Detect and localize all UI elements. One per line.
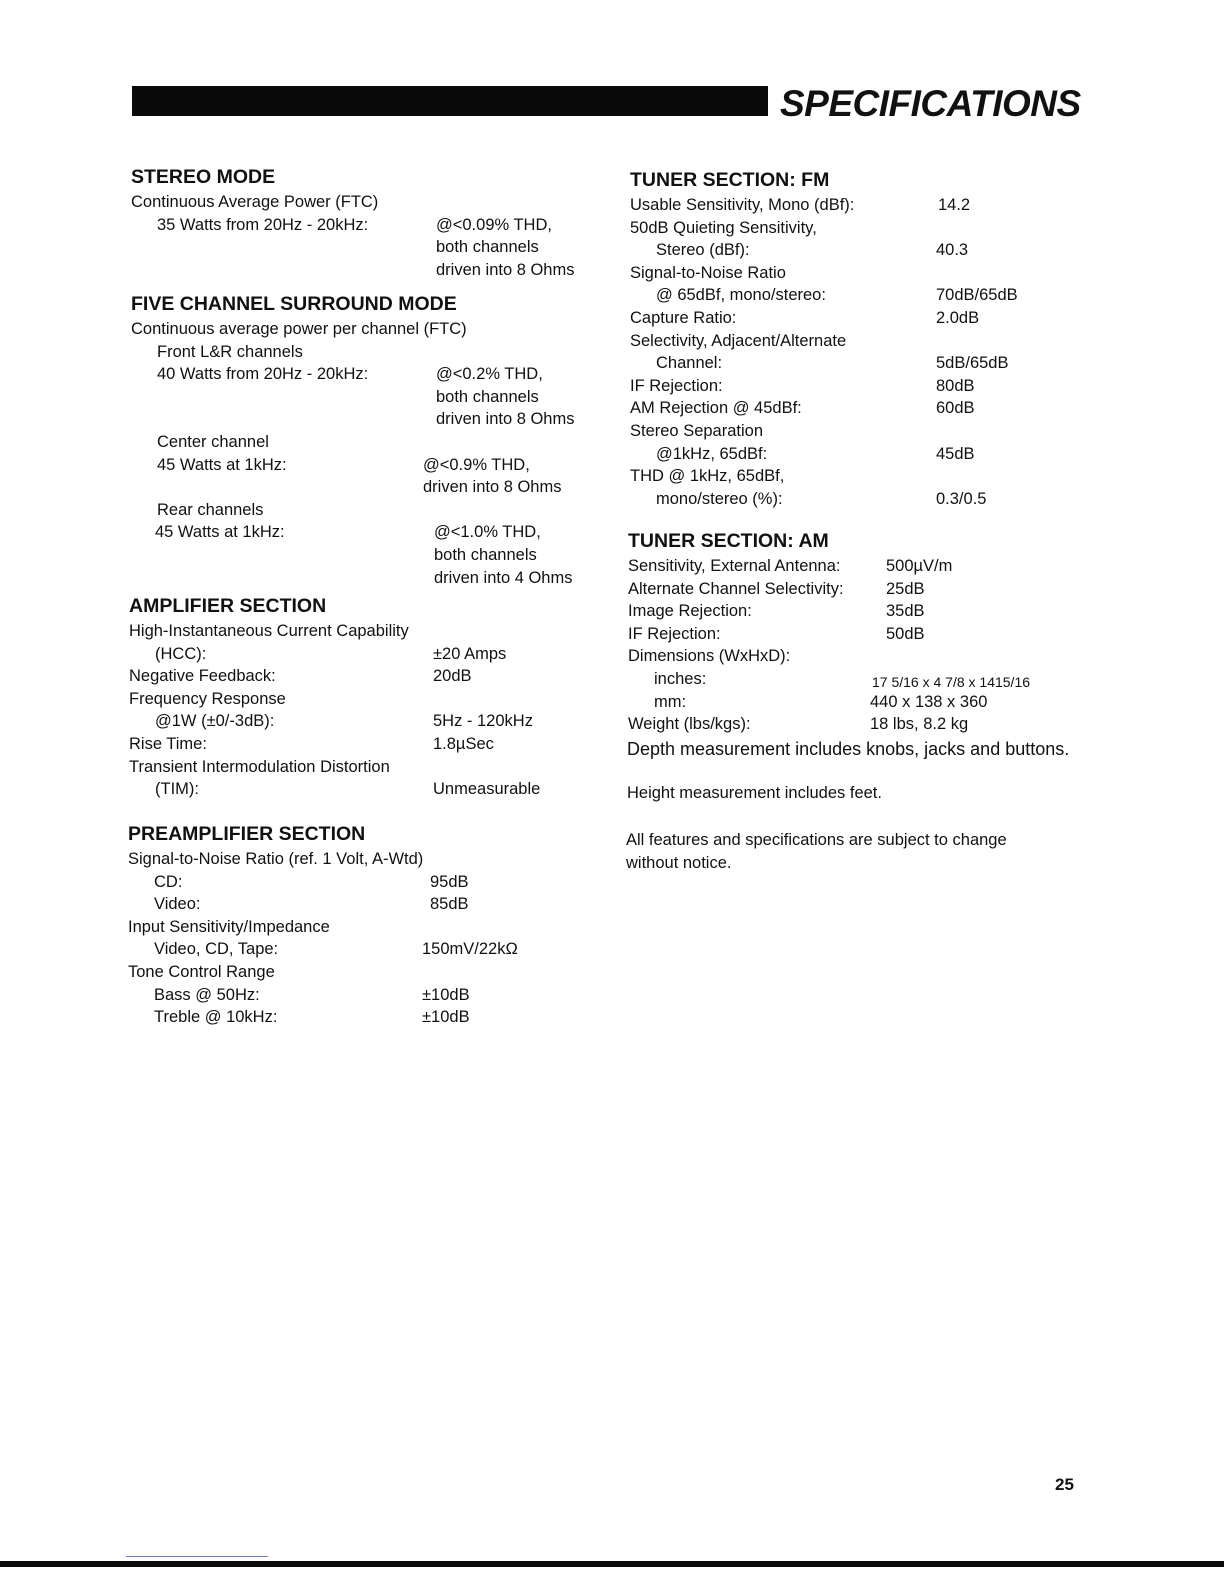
spec-row [131,214,601,237]
spec-value: driven into 8 Ohms [436,410,575,429]
spec-row [129,778,599,801]
change-note [626,829,1106,874]
spec-label: Rear channels [157,500,264,519]
spec-label: mono/stereo (%): [656,489,783,508]
spec-value: 2.0dB [936,308,980,327]
note-text: Height measurement includes feet. [627,784,882,802]
section-heading: TUNER SECTION: FM [630,169,830,191]
spec-label: mm: [654,692,687,711]
spec-value: 35dB [886,602,925,621]
spec-value: 25dB [886,579,925,598]
spec-row [129,733,599,756]
spec-value: driven into 4 Ohms [434,568,573,587]
spec-value: driven into 8 Ohms [423,478,562,497]
spec-row [628,691,1108,714]
page-title: SPECIFICATIONS [780,83,1081,124]
spec-row [131,521,601,544]
spec-label: Alternate Channel Selectivity: [628,579,844,598]
spec-label: AM Rejection @ 45dBf: [630,399,802,418]
spec-row [128,938,598,961]
amplifier-section [129,594,599,801]
spec-row [131,363,601,386]
spec-value: 500µV/m [886,557,953,575]
spec-label: Capture Ratio: [630,308,737,327]
spec-value: ±20 Amps [433,644,507,663]
header-bar [132,86,768,116]
depth-note [627,737,1117,761]
spec-row [630,239,1100,262]
spec-row [628,623,1108,646]
spec-value: 150mV/22kΩ [422,940,518,959]
spec-value: 440 x 138 x 360 [870,692,988,711]
spec-label: Channel: [656,354,723,373]
spec-value: @<0.2% THD, [436,365,543,384]
page-number: 25 [1055,1475,1074,1494]
spec-value: 0.3/0.5 [936,489,987,508]
spec-value: 45dB [936,444,975,463]
section-heading: STEREO MODE [131,166,276,188]
spec-label: Rise Time: [129,734,207,753]
spec-label: Continuous Average Power (FTC) [131,193,379,211]
spec-row [129,710,599,733]
spec-value: 70dB/65dB [936,286,1018,305]
spec-label: Dimensions (WxHxD): [628,647,791,666]
stereo-mode-section [131,165,601,281]
spec-value: 1.8µSec [433,734,494,753]
spec-row [128,871,598,894]
spec-row [129,665,599,688]
spec-label: 50dB Quieting Sensitivity, [630,218,817,237]
five-channel-section [131,292,601,589]
spec-label: (HCC): [155,644,207,663]
spec-label: Frequency Response [129,689,286,708]
spec-label: Transient Intermodulation Distortion [129,757,390,776]
spec-row [630,488,1100,511]
spec-value: ±10dB [422,1008,470,1027]
spec-label: IF Rejection: [628,624,721,643]
note-text: Depth measurement includes knobs, jacks and buttons. [627,739,1070,759]
spec-row [628,668,1108,691]
spec-value: @<0.09% THD, [436,215,552,234]
spec-label: 45 Watts at 1kHz: [157,455,287,474]
spec-value: 40.3 [936,241,969,260]
spec-value: 17 5/16 x 4 7/8 x 1415/16 [872,673,1031,690]
spec-row [128,1006,598,1029]
spec-value: 95dB [430,872,469,891]
spec-label: Tone Control Range [128,962,275,981]
spec-value: ±10dB [422,985,470,1004]
footer-rule [0,1561,1224,1567]
spec-label: inches: [654,669,707,688]
spec-label: Image Rejection: [628,602,752,621]
spec-value: both channels [434,545,537,564]
footer-rule-thin [126,1556,268,1557]
spec-label: 35 Watts from 20Hz - 20kHz: [157,215,369,234]
spec-row [630,397,1100,420]
spec-label: Usable Sensitivity, Mono (dBf): [630,196,855,214]
spec-value: @<1.0% THD, [434,523,541,542]
spec-label: Input Sensitivity/Impedance [128,917,330,936]
tuner-fm-section [630,168,1100,510]
spec-label: Signal-to-Noise Ratio [630,263,786,282]
spec-row [630,352,1100,375]
spec-value: driven into 8 Ohms [436,260,575,279]
section-heading: AMPLIFIER SECTION [129,595,327,617]
spec-label: CD: [154,872,183,891]
spec-row [630,194,1100,217]
spec-label: 45 Watts at 1kHz: [155,523,285,542]
spec-label: @1kHz, 65dBf: [656,444,768,463]
spec-row [131,259,601,282]
spec-label: Stereo Separation [630,421,764,440]
spec-label: Front L&R channels [157,342,303,361]
spec-value: 50dB [886,624,925,643]
spec-label: Video: [154,895,201,914]
spec-row [628,578,1108,601]
spec-row [630,443,1100,466]
spec-label: Selectivity, Adjacent/Alternate [630,331,847,350]
tuner-am-section [628,529,1108,736]
spec-value: 5dB/65dB [936,354,1009,373]
section-heading: PREAMPLIFIER SECTION [128,823,366,845]
spec-label: THD @ 1kHz, 65dBf, [630,467,785,486]
preamplifier-section [128,822,598,1029]
spec-row [628,600,1108,623]
spec-label: Sensitivity, External Antenna: [628,557,841,575]
spec-label: Video, CD, Tape: [154,940,279,959]
spec-label: Stereo (dBf): [656,241,750,260]
spec-row [628,555,1108,578]
spec-row [129,643,599,666]
height-note [627,782,1107,805]
spec-label: 40 Watts from 20Hz - 20kHz: [157,365,369,384]
section-heading: TUNER SECTION: AM [628,530,829,552]
spec-label: Negative Feedback: [129,667,276,686]
spec-label: Treble @ 10kHz: [154,1008,278,1027]
spec-value: 80dB [936,376,975,395]
spec-row [131,454,601,477]
spec-label: High-Instantaneous Current Capability [129,622,409,640]
spec-row [128,893,598,916]
spec-label: Bass @ 50Hz: [154,985,260,1004]
spec-row [128,984,598,1007]
spec-value: both channels [436,387,539,406]
spec-value: @<0.9% THD, [423,455,530,474]
spec-value: Unmeasurable [433,780,541,799]
spec-value: both channels [436,238,539,257]
spec-row [630,284,1100,307]
spec-row [628,713,1108,736]
spec-label: Weight (lbs/kgs): [628,715,751,734]
spec-label: IF Rejection: [630,376,723,395]
spec-label: (TIM): [155,780,199,799]
note-text: without notice. [626,853,732,872]
spec-label: @ 65dBf, mono/stereo: [656,286,826,305]
spec-row [131,236,601,259]
spec-value: 85dB [430,895,469,914]
spec-row [630,307,1100,330]
spec-label: @1W (±0/-3dB): [155,712,275,731]
section-heading: FIVE CHANNEL SURROUND MODE [131,293,457,315]
spec-value: 14.2 [938,196,971,214]
spec-label: Continuous average power per channel (FTC) [131,320,467,338]
spec-label: Signal-to-Noise Ratio (ref. 1 Volt, A-Wtd) [128,850,424,868]
spec-value: 5Hz - 120kHz [433,712,533,731]
spec-row [630,375,1100,398]
spec-value: 60dB [936,399,975,418]
spec-label: Center channel [157,432,269,451]
spec-value: 20dB [433,667,472,686]
note-text: All features and specifications are subject to change [626,831,1007,849]
spec-value: 18 lbs, 8.2 kg [870,715,969,734]
